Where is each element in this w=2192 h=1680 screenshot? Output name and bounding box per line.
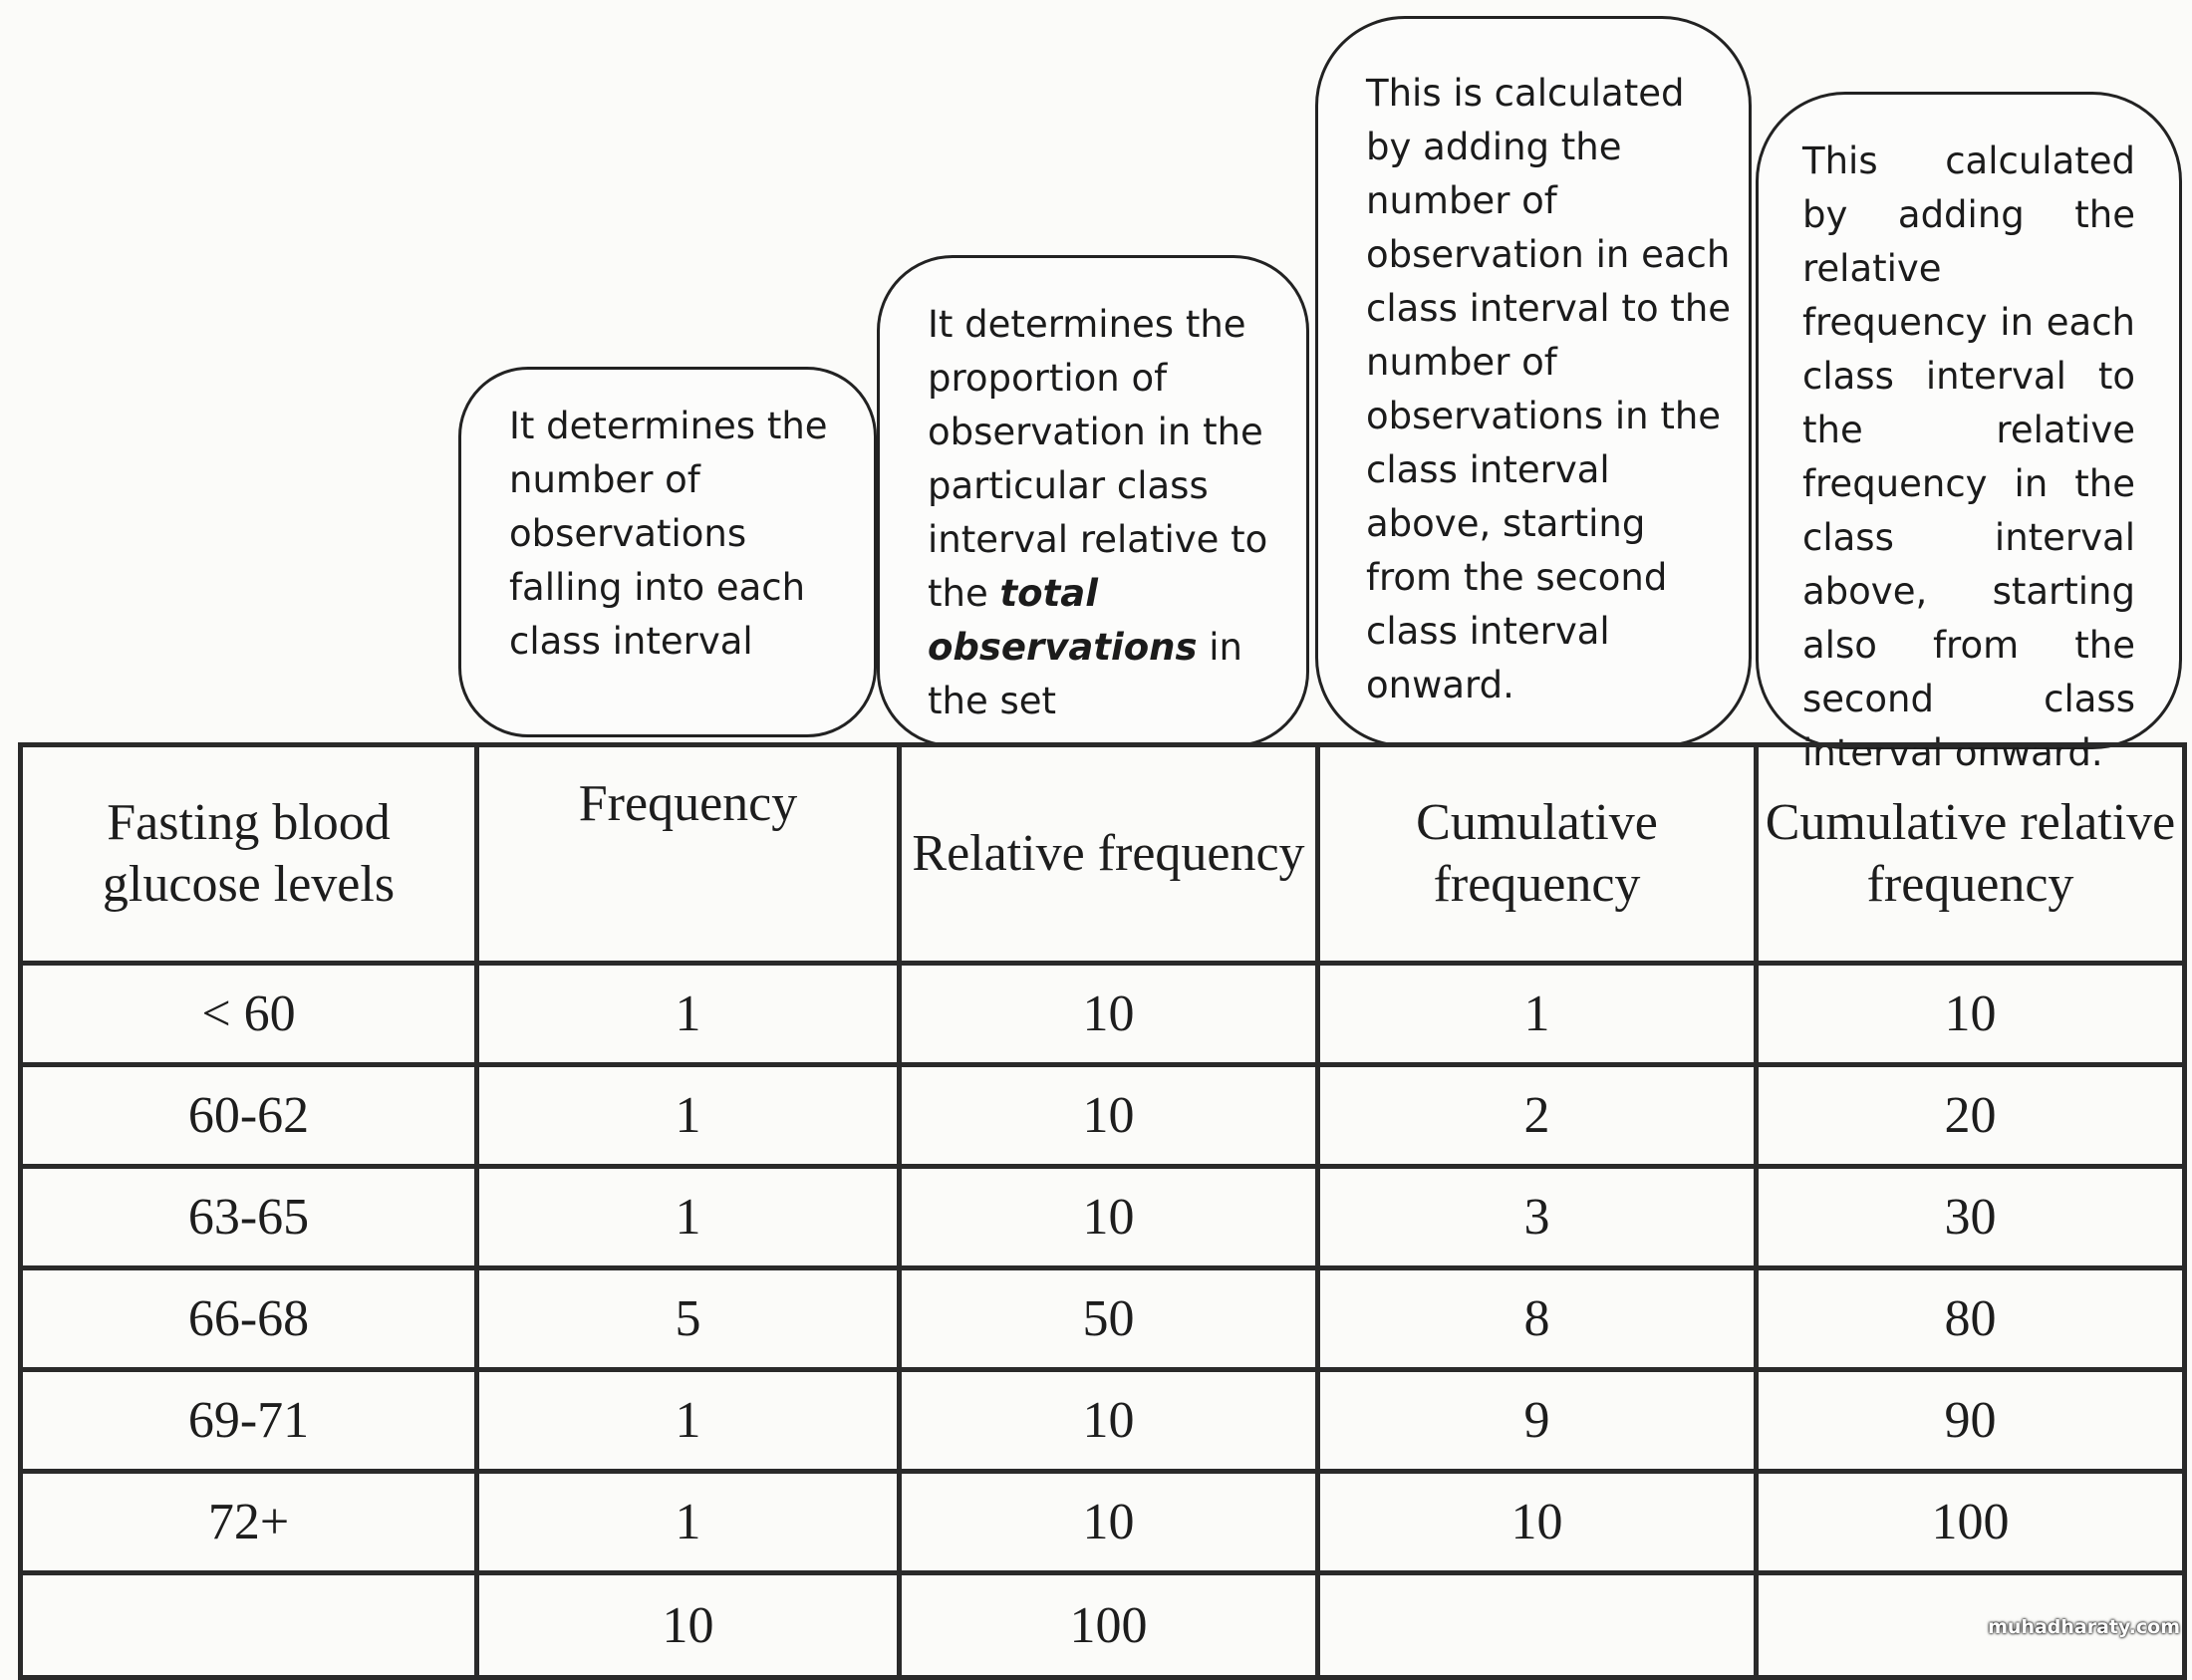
cell-cumulative-relative-frequency: 10 [1757, 964, 2185, 1065]
cell-cumulative-relative-frequency: 100 [1757, 1472, 2185, 1573]
table-row [21, 1370, 2185, 1472]
cell-cumulative-frequency: 9 [1318, 1370, 1757, 1472]
cell-cumulative-relative-frequency: 30 [1757, 1167, 2185, 1268]
callout-relative-text-after: in the set [928, 626, 1243, 722]
callout-relative-text-before: It determines the proportion of observation in the particular class interval relative to the [928, 303, 1268, 615]
cell-relative-frequency: 10 [900, 1167, 1318, 1268]
cell-total-label-empty [21, 1573, 477, 1678]
callout-relative-frequency-definition [877, 255, 1309, 747]
cell-relative-frequency: 10 [900, 964, 1318, 1065]
cell-glucose-level: 66-68 [21, 1268, 477, 1370]
cell-frequency: 1 [477, 1065, 900, 1167]
cell-cumulative-frequency: 3 [1318, 1167, 1757, 1268]
cell-relative-frequency: 10 [900, 1065, 1318, 1167]
watermark-text: muhadharaty.com [1988, 1616, 2180, 1638]
callout-cumulative-relative-frequency-definition [1756, 92, 2182, 774]
header-frequency: Frequency [477, 745, 900, 964]
cell-cumulative-relative-frequency: 90 [1757, 1370, 2185, 1472]
callout-frequency-definition [458, 367, 877, 737]
table-row [21, 1167, 2185, 1268]
cell-cumulative-frequency: 8 [1318, 1268, 1757, 1370]
cell-frequency: 1 [477, 964, 900, 1065]
cell-cumulative-frequency: 10 [1318, 1472, 1757, 1573]
callout-cumulative-frequency-definition [1315, 16, 1752, 747]
cell-glucose-level: 60-62 [21, 1065, 477, 1167]
frequency-distribution-table [18, 742, 2187, 1680]
table-row [21, 1472, 2185, 1573]
cell-glucose-level: < 60 [21, 964, 477, 1065]
cell-glucose-level: 69-71 [21, 1370, 477, 1472]
callout-cumrel-text: This calculated by adding the relative frequency in each class interval to the relative frequency in the class interval above, starting also from the second class interval onward. [1802, 140, 2135, 774]
table-total-row [21, 1573, 2185, 1678]
table-header-row [21, 745, 2185, 964]
cell-cumulative-frequency: 1 [1318, 964, 1757, 1065]
header-glucose-levels: Fasting blood glucose levels [21, 745, 477, 964]
cell-cumulative-frequency: 2 [1318, 1065, 1757, 1167]
cell-frequency: 1 [477, 1472, 900, 1573]
header-cumulative-relative-frequency: Cumulative relative frequency [1757, 745, 2185, 964]
header-relative-frequency: Relative frequency [900, 745, 1318, 964]
cell-cumulative-relative-frequency: 20 [1757, 1065, 2185, 1167]
cell-glucose-level: 63-65 [21, 1167, 477, 1268]
cell-cumulative-relative-frequency: 80 [1757, 1268, 2185, 1370]
header-cumulative-frequency: Cumulative frequency [1318, 745, 1757, 964]
watermark [1988, 1616, 2180, 1638]
table-row [21, 1268, 2185, 1370]
callout-relative-text-emphasis: total observations [928, 572, 1198, 669]
cell-frequency: 1 [477, 1370, 900, 1472]
cell-total-cumulative-empty [1318, 1573, 1757, 1678]
cell-relative-frequency: 10 [900, 1472, 1318, 1573]
cell-frequency: 1 [477, 1167, 900, 1268]
cell-frequency: 5 [477, 1268, 900, 1370]
table-row [21, 1065, 2185, 1167]
callout-cumulative-text: This is calculated by adding the number of observation in each class interval to the number of observations in the class interval above, starting from the second class interval onward. [1366, 72, 1732, 706]
callout-frequency-text: It determines the number of observations falling into each class interval [509, 405, 828, 663]
cell-total-frequency: 10 [477, 1573, 900, 1678]
cell-relative-frequency: 10 [900, 1370, 1318, 1472]
cell-glucose-level: 72+ [21, 1472, 477, 1573]
cell-total-relative-frequency: 100 [900, 1573, 1318, 1678]
cell-relative-frequency: 50 [900, 1268, 1318, 1370]
table-row [21, 964, 2185, 1065]
